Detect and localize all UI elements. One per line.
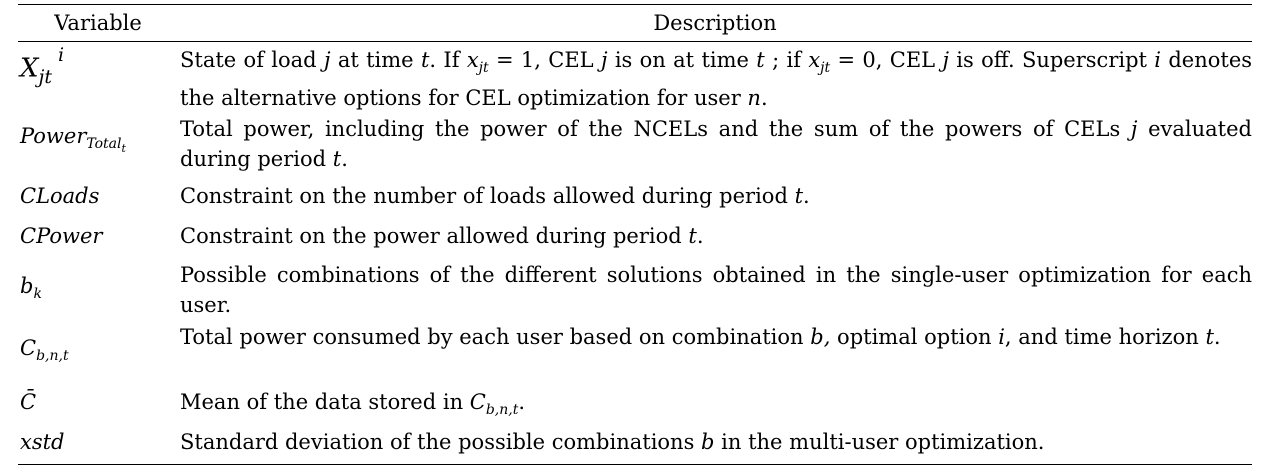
table-row: [18, 386, 1252, 430]
description-cell: Possible combinations of the different solutions obtained in the single-user optimization for each user.: [180, 263, 1252, 317]
table-row: [18, 260, 1252, 322]
description-cell: Total power consumed by each user based on combination b, optimal option i, and time horizon t.: [180, 325, 1221, 349]
var-base: C̄: [20, 390, 37, 414]
variable-cell: [18, 114, 180, 155]
description-cell: Constraint on the number of loads allowed during period t.: [180, 184, 810, 208]
variable-cell: [18, 322, 180, 364]
variable-cell: [18, 184, 180, 208]
var-sub: jt: [38, 65, 53, 88]
var-base: X: [20, 53, 39, 84]
var-sub: Totalt: [86, 136, 126, 155]
var-sub: b,n,t: [36, 348, 69, 365]
description-cell: State of load j at time t. If $x_{jt} = 1$, CEL j is on at time t ; if $x_{jt} = 0$, CEL j is off. Superscript i denotes the alternative options for CEL optimization for user n.: [180, 48, 1253, 111]
table-row: [18, 430, 1252, 464]
variable-cell: [18, 224, 180, 248]
var-base: xstd: [20, 430, 65, 454]
table-row: [18, 42, 1252, 114]
header-variable: Variable: [54, 11, 142, 35]
description-cell: Total power, including the power of the NCELs and the sum of the powers of CELs j evaluated during period t.: [180, 117, 1252, 171]
var-base: CPower: [20, 224, 103, 248]
description-cell: Standard deviation of the possible combinations b in the multi-user optimization.: [180, 430, 1045, 454]
var-sup: i: [58, 44, 65, 66]
variables-table: [18, 4, 1252, 465]
description-cell: Mean of the data stored in $C_{b,n,t}$.: [180, 390, 526, 419]
variable-cell: [18, 44, 180, 88]
var-sub: k: [33, 286, 42, 303]
table-row: [18, 114, 1252, 178]
table-row: [18, 224, 1252, 260]
variable-cell: [18, 390, 180, 414]
var-base: C: [20, 336, 37, 360]
table-header: [18, 5, 1252, 42]
variable-cell: [18, 260, 180, 302]
var-base: b: [20, 274, 34, 298]
header-description: Description: [653, 11, 777, 35]
variable-cell: [18, 430, 180, 454]
var-base: CLoads: [20, 184, 100, 208]
table-row: [18, 322, 1252, 386]
var-base: Power: [20, 124, 87, 148]
description-cell: Constraint on the power allowed during period t.: [180, 224, 704, 248]
table-row: [18, 178, 1252, 224]
